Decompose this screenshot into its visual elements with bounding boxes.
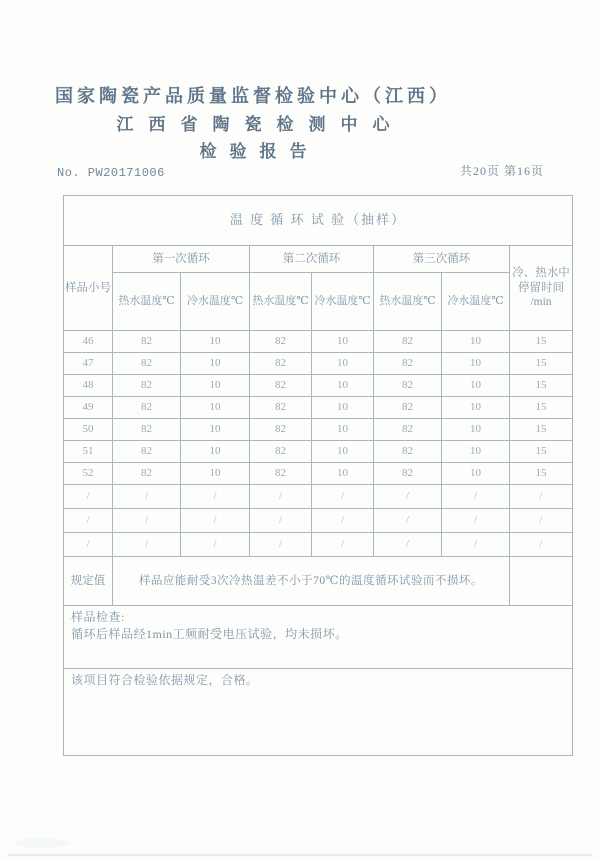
value-cell: /	[181, 485, 250, 509]
value-cell: 82	[113, 331, 181, 353]
value-cell: 10	[181, 375, 250, 397]
spec-empty-cell	[510, 557, 573, 606]
sample-no-cell: 50	[64, 419, 113, 441]
value-cell: 15	[510, 419, 573, 441]
value-cell: 10	[442, 353, 510, 375]
value-cell: /	[312, 485, 374, 509]
sample-check-note	[64, 606, 573, 669]
table-row	[64, 463, 573, 485]
sample-no-cell: /	[64, 533, 113, 557]
report-title: 检验报告	[199, 142, 320, 161]
value-cell: 10	[181, 441, 250, 463]
value-cell: /	[510, 533, 573, 557]
value-cell: 82	[374, 331, 442, 353]
value-cell: /	[374, 485, 442, 509]
table-row	[64, 509, 573, 533]
value-cell: /	[113, 533, 181, 557]
value-cell: 10	[181, 463, 250, 485]
value-cell: 15	[510, 331, 573, 353]
value-cell: 82	[113, 441, 181, 463]
value-cell: 10	[312, 441, 374, 463]
spec-text: 样品应能耐受3次冷热温差不小于70℃的温度循环试验而不损坏。	[113, 557, 510, 606]
value-cell: /	[113, 485, 181, 509]
header-row-cycles	[64, 246, 573, 273]
value-cell: /	[312, 509, 374, 533]
value-cell: 82	[250, 397, 312, 419]
value-cell: 15	[510, 463, 573, 485]
value-cell: 10	[181, 353, 250, 375]
spec-label: 规定值	[64, 557, 113, 606]
value-cell: /	[312, 533, 374, 557]
value-cell: 10	[312, 353, 374, 375]
col-header-sample-no: 样品小号	[64, 246, 113, 331]
value-cell: 10	[181, 397, 250, 419]
scan-smudge	[14, 838, 69, 848]
value-cell: 15	[510, 397, 573, 419]
value-cell: 82	[113, 419, 181, 441]
value-cell: 10	[442, 397, 510, 419]
sample-check-title: 样品检查:	[71, 610, 125, 624]
value-cell: 82	[113, 397, 181, 419]
table-row	[64, 533, 573, 557]
value-cell: /	[374, 533, 442, 557]
value-cell: 82	[250, 375, 312, 397]
table-title: 温 度 循 环 试 验（抽样）	[64, 196, 573, 246]
col-header-cycle-3: 第三次循环	[374, 246, 510, 273]
table-row	[64, 485, 573, 509]
duration-line-1: 冷、热水中	[512, 267, 570, 280]
sample-no-cell: 47	[64, 353, 113, 375]
conclusion-note: 该项目符合检验依据规定，合格。	[64, 669, 573, 756]
value-cell: /	[510, 509, 573, 533]
sample-no-cell: /	[64, 509, 113, 533]
table-row	[64, 375, 573, 397]
value-cell: /	[113, 509, 181, 533]
org-title: 国家陶瓷产品质量监督检验中心（江西）	[55, 86, 451, 106]
table-row	[64, 419, 573, 441]
value-cell: 82	[250, 463, 312, 485]
value-cell: /	[442, 509, 510, 533]
value-cell: 10	[442, 375, 510, 397]
value-cell: 10	[442, 441, 510, 463]
value-cell: /	[442, 485, 510, 509]
duration-line-2: 停留时间	[518, 281, 564, 294]
value-cell: 82	[374, 419, 442, 441]
sample-no-cell: 49	[64, 397, 113, 419]
value-cell: 10	[442, 331, 510, 353]
value-cell: 10	[442, 419, 510, 441]
page-count: 共20页 第16页	[459, 164, 544, 178]
value-cell: 10	[312, 463, 374, 485]
value-cell: 82	[374, 375, 442, 397]
value-cell: /	[374, 509, 442, 533]
value-cell: 82	[250, 441, 312, 463]
sample-no-cell: 48	[64, 375, 113, 397]
value-cell: /	[250, 485, 312, 509]
sample-no-cell: 51	[64, 441, 113, 463]
value-cell: 82	[374, 353, 442, 375]
table-title-row	[64, 196, 573, 246]
value-cell: 10	[181, 331, 250, 353]
table-data-body	[64, 331, 573, 557]
table-row	[64, 331, 573, 353]
sample-check-text: 循环后样品经1min工频耐受电压试验，均未损坏。	[71, 627, 348, 642]
conclusion-row	[64, 669, 573, 756]
value-cell: 82	[113, 375, 181, 397]
value-cell: 82	[374, 397, 442, 419]
value-cell: 82	[113, 463, 181, 485]
report-number: No. PW20171006	[57, 166, 165, 180]
value-cell: 82	[374, 441, 442, 463]
sample-no-cell: /	[64, 485, 113, 509]
table-row	[64, 441, 573, 463]
value-cell: 82	[374, 463, 442, 485]
value-cell: 82	[250, 331, 312, 353]
table-row	[64, 397, 573, 419]
sample-check-row	[64, 606, 573, 669]
thermal-cycle-test-table	[63, 195, 573, 756]
value-cell: 82	[113, 353, 181, 375]
value-cell: 82	[250, 353, 312, 375]
center-title: 江西省陶瓷检测中心	[116, 115, 405, 134]
value-cell: /	[250, 533, 312, 557]
value-cell: 15	[510, 353, 573, 375]
value-cell: 82	[250, 419, 312, 441]
col-header-cycle-2: 第二次循环	[250, 246, 374, 273]
scan-edge	[8, 854, 592, 856]
sample-no-cell: 46	[64, 331, 113, 353]
value-cell: 10	[181, 419, 250, 441]
col-header-cold-2: 冷水温度℃	[312, 273, 374, 331]
col-header-cold-1: 冷水温度℃	[181, 273, 250, 331]
value-cell: 10	[312, 397, 374, 419]
col-header-cold-3: 冷水温度℃	[442, 273, 510, 331]
col-header-duration	[510, 246, 573, 331]
header-row-temps	[64, 273, 573, 331]
value-cell: /	[181, 509, 250, 533]
value-cell: /	[510, 485, 573, 509]
value-cell: 15	[510, 441, 573, 463]
value-cell: 10	[312, 331, 374, 353]
value-cell: 10	[442, 463, 510, 485]
col-header-cycle-1: 第一次循环	[113, 246, 250, 273]
col-header-hot-2: 热水温度℃	[250, 273, 312, 331]
sample-no-cell: 52	[64, 463, 113, 485]
col-header-hot-3: 热水温度℃	[374, 273, 442, 331]
value-cell: /	[181, 533, 250, 557]
table-row	[64, 353, 573, 375]
value-cell: /	[250, 509, 312, 533]
value-cell: 10	[312, 419, 374, 441]
spec-row	[64, 557, 573, 606]
col-header-hot-1: 热水温度℃	[113, 273, 181, 331]
value-cell: 15	[510, 375, 573, 397]
value-cell: 10	[312, 375, 374, 397]
duration-line-3: /min	[530, 296, 552, 309]
value-cell: /	[442, 533, 510, 557]
